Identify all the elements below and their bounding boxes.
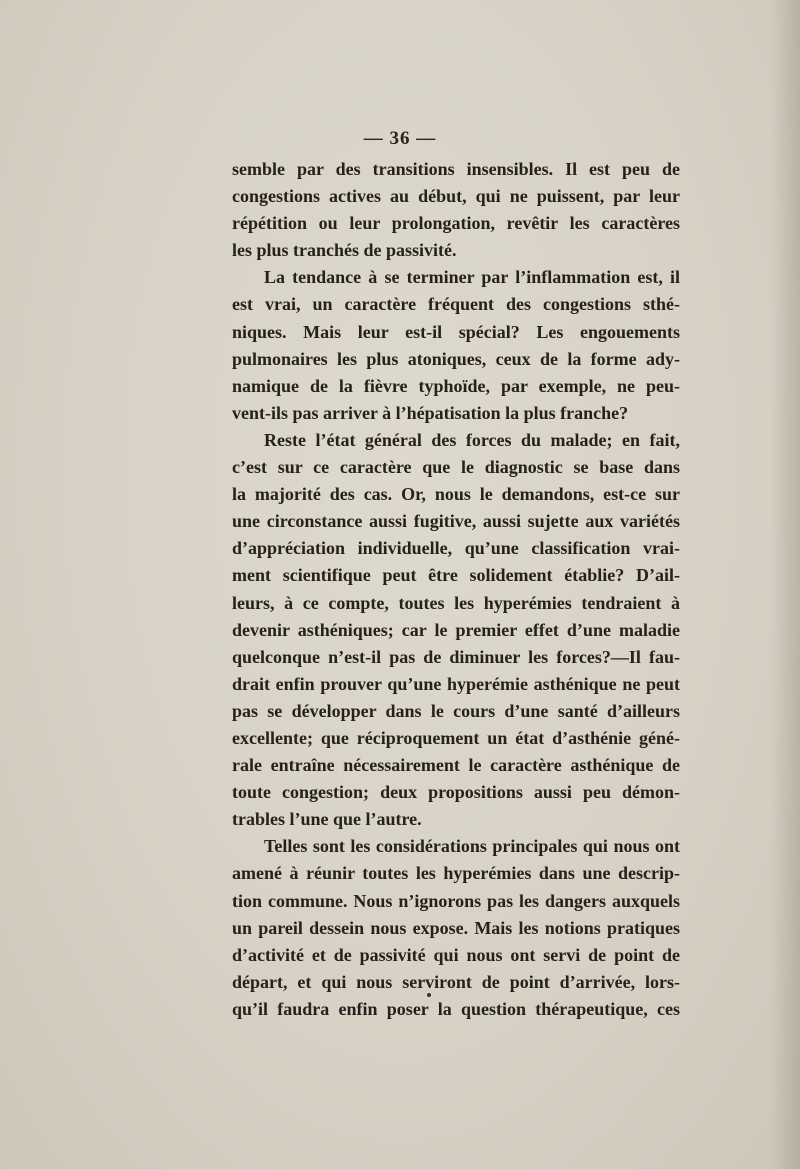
text-line: quelconque n’est-il pas de diminuer les forces?—Il fau- (232, 646, 680, 667)
text-line: vent-ils pas arriver à l’hépatisation la plus franche? (232, 402, 629, 423)
page-edge-shadow (770, 0, 800, 1169)
text-line: niques. Mais leur est-il spécial? Les engouements (232, 321, 680, 342)
text-line: pulmonaires les plus atoniques, ceux de la forme ady- (232, 348, 680, 369)
text-line: excellente; que réciproquement un état d’asthénie géné- (232, 727, 680, 748)
paragraph-start-line: Reste l’état général des forces du malade; en fait, (264, 429, 680, 450)
text-line: ment scientifique peut être solidement établie? D’ail- (232, 565, 680, 586)
text-line: départ, et qui nous serviront de point d’arrivée, lors- (232, 971, 680, 992)
text-line: d’appréciation individuelle, qu’une classification vrai- (232, 538, 680, 559)
text-line: trables l’une que l’autre. (232, 809, 422, 830)
text-line: les plus tranchés de passivité. (232, 240, 457, 261)
text-line: pas se développer dans le cours d’une santé d’ailleurs (232, 700, 680, 721)
text-line: drait enfin prouver qu’une hyperémie asthénique ne peut (232, 673, 680, 694)
text-line: devenir asthéniques; car le premier effet d’une maladie (232, 619, 680, 640)
text-line: tion commune. Nous n’ignorons pas les dangers auxquels (232, 890, 680, 911)
text-line: d’activité et de passivité qui nous ont servi de point de (232, 944, 680, 965)
body-text (232, 156, 680, 1023)
text-line: congestions actives au début, qui ne puissent, par leur (232, 186, 680, 207)
paragraph-start-line: Telles sont les considérations principales qui nous ont (264, 836, 680, 857)
page-number: — 36 — (363, 128, 437, 149)
text-line: namique de la fièvre typhoïde, par exemple, ne peu- (232, 375, 680, 396)
text-line: leurs, à ce compte, toutes les hyperémies tendraient à (232, 592, 680, 613)
text-line: est vrai, un caractère fréquent des congestions sthé- (232, 294, 680, 315)
text-line: un pareil dessein nous expose. Mais les notions pratiques (232, 917, 680, 938)
ink-speck (427, 993, 431, 997)
text-line: rale entraîne nécessairement le caractère asthénique de (232, 755, 680, 776)
text-line: répétition ou leur prolongation, revêtir les caractères (232, 213, 680, 234)
paragraph-start-line: La tendance à se terminer par l’inflammation est, il (264, 267, 680, 288)
text-line: toute congestion; deux propositions aussi peu démon- (232, 782, 680, 803)
text-line: une circonstance aussi fugitive, aussi sujette aux variétés (232, 511, 680, 532)
text-line: semble par des transitions insensibles. Il est peu de (232, 159, 680, 179)
text-line: amené à réunir toutes les hyperémies dans une descrip- (232, 863, 680, 884)
text-line: c’est sur ce caractère que le diagnostic se base dans (232, 457, 680, 478)
text-line: qu’il faudra enfin poser la question thérapeutique, ces (232, 998, 680, 1019)
text-line: la majorité des cas. Or, nous le demandons, est-ce sur (232, 484, 680, 505)
